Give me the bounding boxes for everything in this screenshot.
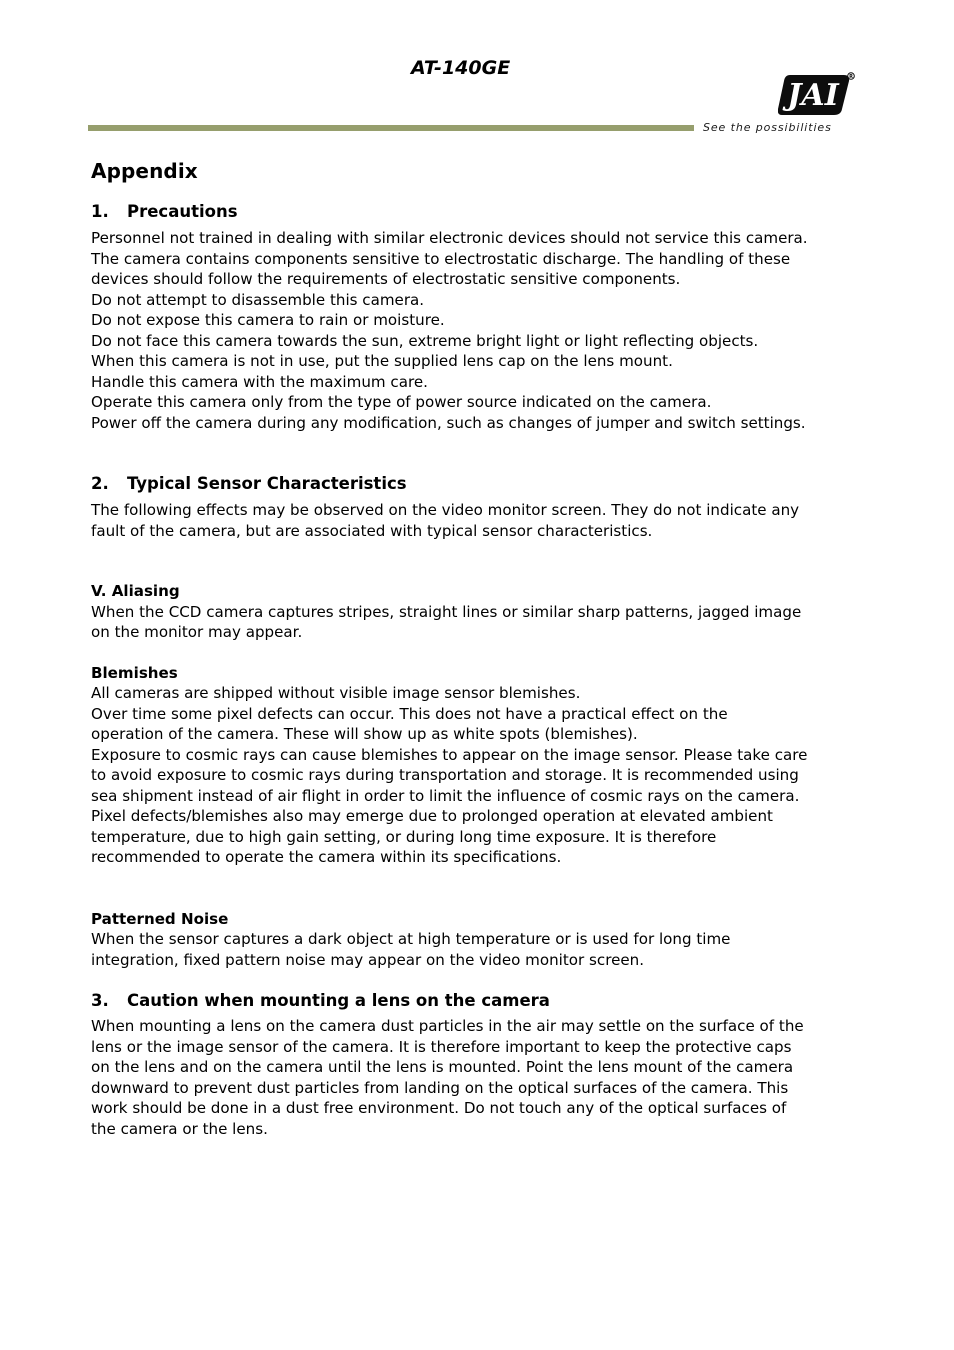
text-line: When mounting a lens on the camera dust particles in the air may settle on the surface of the xyxy=(91,1017,804,1035)
section-number: 1. xyxy=(91,202,109,221)
text-line: The following effects may be observed on the video monitor screen. They do not indicate any xyxy=(91,501,800,519)
section-number: 2. xyxy=(91,474,109,493)
section-heading-lens-mounting xyxy=(91,990,861,1012)
text-line: Do not face this camera towards the sun, extreme bright light or light reflecting objects. xyxy=(91,331,759,350)
text-line: devices should follow the requirements of electrostatic sensitive components. xyxy=(91,270,681,288)
jai-logo xyxy=(778,69,858,117)
precautions-text xyxy=(91,228,861,433)
subsection-heading-patterned-noise: Patterned Noise xyxy=(91,909,229,928)
text-line: fault of the camera, but are associated with typical sensor characteristics. xyxy=(91,521,653,540)
text-line: sea shipment instead of air flight in order to limit the influence of cosmic rays on the camera. xyxy=(91,786,800,805)
text-line: work should be done in a dust free environment. Do not touch any of the optical surfaces of xyxy=(91,1099,787,1117)
appendix-heading: Appendix xyxy=(91,159,198,183)
text-line: Operate this camera only from the type of power source indicated on the camera. xyxy=(91,393,712,411)
text-line: temperature, due to high gain setting, or during long time exposure. It is therefore xyxy=(91,827,717,846)
text-line: When this camera is not in use, put the supplied lens cap on the lens mount. xyxy=(91,352,673,370)
text-line: Pixel defects/blemishes also may emerge due to prolonged operation at elevated ambient xyxy=(91,807,773,825)
text-line: Do not expose this camera to rain or moisture. xyxy=(91,311,445,329)
text-line: recommended to operate the camera within its specifications. xyxy=(91,848,562,866)
text-line: on the lens and on the camera until the lens is mounted. Point the lens mount of the camera xyxy=(91,1058,794,1076)
section-heading-sensor-characteristics xyxy=(91,473,861,495)
text-line: lens or the image sensor of the camera. It is therefore important to keep the protective caps xyxy=(91,1037,792,1056)
header-rule xyxy=(88,125,694,131)
logo-tagline: See the possibilities xyxy=(703,121,832,134)
page-content xyxy=(91,157,861,1139)
text-line: operation of the camera. These will show up as white spots (blemishes). xyxy=(91,725,638,743)
section-number: 3. xyxy=(91,991,109,1010)
text-line: Exposure to cosmic rays can cause blemishes to appear on the image sensor. Please take care xyxy=(91,745,808,764)
subsection-heading-blemishes: Blemishes xyxy=(91,663,178,682)
subsection-heading-aliasing: V. Aliasing xyxy=(91,582,180,600)
text-line: Handle this camera with the maximum care. xyxy=(91,372,428,391)
document-title: AT-140GE xyxy=(411,57,511,79)
logo-text: JAI xyxy=(787,78,839,113)
text-line: downward to prevent dust particles from landing on the optical surfaces of the camera. This xyxy=(91,1078,789,1097)
section-heading-precautions xyxy=(91,201,861,223)
text-line: to avoid exposure to cosmic rays during transportation and storage. It is recommended using xyxy=(91,766,799,784)
text-line: Do not attempt to disassemble this camera. xyxy=(91,290,425,309)
aliasing-text xyxy=(91,602,861,643)
section-title: Caution when mounting a lens on the camera xyxy=(127,991,550,1010)
text-line: the camera or the lens. xyxy=(91,1119,268,1138)
text-line: When the sensor captures a dark object at high temperature or is used for long time xyxy=(91,930,731,948)
svg-text:R: R xyxy=(849,74,853,81)
blemishes-text xyxy=(91,683,861,868)
text-line: integration, fixed pattern noise may appear on the video monitor screen. xyxy=(91,950,644,969)
text-line: on the monitor may appear. xyxy=(91,623,303,641)
section-title: Precautions xyxy=(127,202,238,221)
text-line: Power off the camera during any modification, such as changes of jumper and switch settings. xyxy=(91,413,806,432)
text-line: All cameras are shipped without visible image sensor blemishes. xyxy=(91,684,581,702)
text-line: When the CCD camera captures stripes, straight lines or similar sharp patterns, jagged image xyxy=(91,602,802,621)
text-line: The camera contains components sensitive to electrostatic discharge. The handling of these xyxy=(91,249,791,268)
text-line: Over time some pixel defects can occur. This does not have a practical effect on the xyxy=(91,704,728,723)
text-line: Personnel not trained in dealing with similar electronic devices should not service this camera. xyxy=(91,229,808,247)
patterned-noise-text xyxy=(91,929,861,970)
section-title: Typical Sensor Characteristics xyxy=(127,474,407,493)
lens-mounting-text xyxy=(91,1016,861,1139)
sensor-characteristics-intro xyxy=(91,500,861,541)
